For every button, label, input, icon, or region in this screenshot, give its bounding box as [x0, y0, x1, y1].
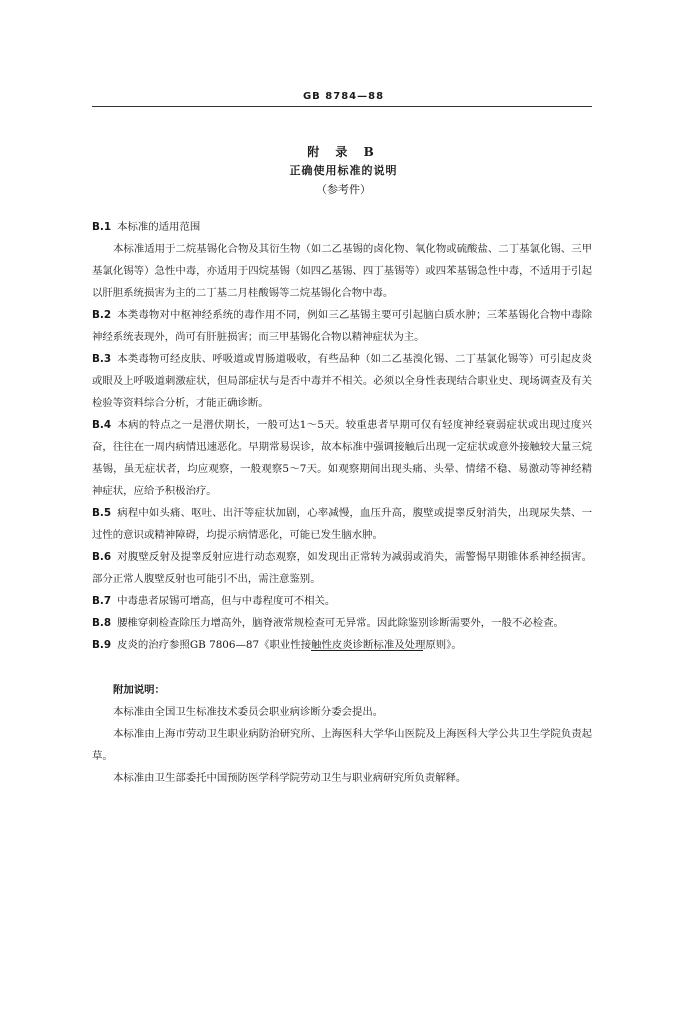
- section-number: B.1: [92, 221, 112, 233]
- section-number: B.6: [92, 551, 112, 563]
- section-b1-heading: [92, 216, 592, 238]
- appendix-body: [92, 216, 592, 656]
- section-b9: [92, 634, 592, 656]
- additional-note-line: 本标准由全国卫生标准技术委员会职业病诊断分委会提出。: [113, 706, 384, 718]
- appendix-note: （参考件）: [316, 183, 371, 196]
- section-text: 本类毒物可经皮肤、呼吸道或胃肠道吸收，有些品种（如二乙基溴化锡、二丁基氯化锡等）可引起皮炎或眼及上呼吸道刺激症状，但局部症状与是否中毒并不相关。必须以全身性表现结合职业史、现场调查及有关检验等资料综合分析，才能正确诊断。: [92, 353, 592, 409]
- section-number: B.2: [92, 309, 112, 321]
- additional-note-line: 本标准由卫生部委托中国预防医学科学院劳动卫生与职业病研究所负责解释。: [113, 772, 467, 784]
- section-number: B.5: [92, 507, 112, 519]
- additional-notes: [92, 679, 592, 789]
- page-header: GB 8784—88: [302, 91, 385, 102]
- section-b6: [92, 546, 592, 590]
- appendix-subtitle: 正确使用标准的说明: [289, 164, 398, 177]
- section-divider: [311, 650, 423, 651]
- section-b3: [92, 348, 592, 414]
- section-text: 病程中如头痛、呕吐、出汗等症状加剧，心率减慢，血压升高，腹壁或提睾反射消失，出现尿失禁、一过性的意识或精神障碍，均提示病情恶化，可能已发生脑水肿。: [92, 507, 592, 541]
- section-b2: [92, 304, 592, 348]
- section-b4: [92, 414, 592, 502]
- section-text: 本类毒物对中枢神经系统的毒作用不同，例如三乙基锡主要可引起脑白质水肿；三苯基锡化合物中毒除神经系统表现外，尚可有肝脏损害；而三甲基锡化合物以精神症状为主。: [92, 309, 592, 343]
- additional-note-line: 本标准由上海市劳动卫生职业病防治研究所、上海医科大学华山医院及上海医科大学公共卫生学院负责起草。: [92, 728, 592, 762]
- additional-notes-title: 附加说明：: [113, 684, 165, 696]
- section-number: B.4: [92, 419, 112, 431]
- header-rule: [92, 106, 592, 107]
- section-heading: 本标准的适用范围: [117, 221, 201, 233]
- section-text: 皮炎的治疗参照GB 7806—87《职业性接触性皮炎诊断标准及处理原则》。: [117, 639, 462, 651]
- section-number: B.8: [92, 617, 112, 629]
- appendix-title: 附 录 B: [307, 145, 380, 159]
- section-number: B.7: [92, 595, 112, 607]
- section-b7: [92, 590, 592, 612]
- section-number: B.9: [92, 639, 112, 651]
- section-b5: [92, 502, 592, 546]
- section-text: 对腹壁反射及提睾反射应进行动态观察，如发现出正常转为减弱或消失，需警惕早期锥体系神经损害。部分正常人腹壁反射也可能引不出，需注意鉴别。: [92, 551, 592, 585]
- section-number: B.3: [92, 353, 112, 365]
- section-b1-body: 本标准适用于二烷基锡化合物及其衍生物（如二乙基锡的卤化物、氧化物或硫酸盐、二丁基氯化锡、三甲基氯化锡等）急性中毒，亦适用于四烷基锡（如四乙基锡、四丁基锡等）或四苯基锡急性中毒，不适用于引起以肝胆系统损害为主的二丁基二月桂酸锡等二烷基锡化合物中毒。: [92, 243, 592, 299]
- section-text: 本病的特点之一是潜伏期长，一般可达1～5天。较重患者早期可仅有轻度神经衰弱症状或出现过度兴奋，往往在一周内病情迅速恶化。早期常易误诊，故本标准中强调接触后出现一定症状或意外接触较大量三烷基锡，虽无症状者，均应观察，一般观察5～7天。如观察期间出现头痛、头晕、情绪不稳、易激动等神经精神症状，应给予积极治疗。: [92, 419, 592, 497]
- section-text: 腰椎穿刺检查除压力增高外，脑脊液常规检查可无异常。因此除鉴别诊断需要外，一般不必检查。: [117, 617, 564, 629]
- section-text: 中毒患者尿锡可增高，但与中毒程度可不相关。: [117, 595, 336, 607]
- section-b8: [92, 612, 592, 634]
